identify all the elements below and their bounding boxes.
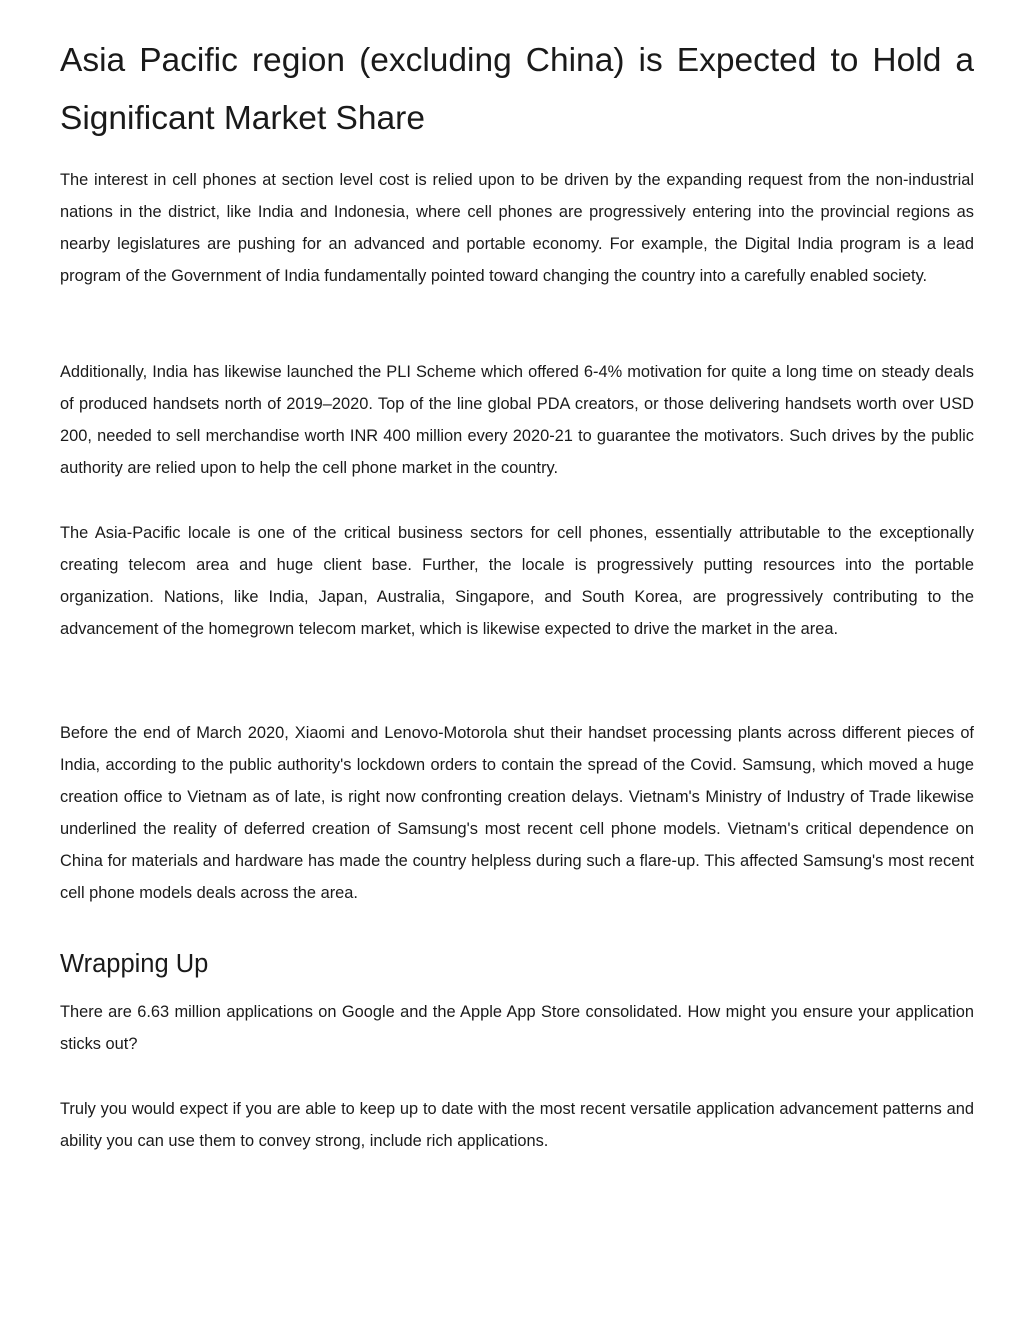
paragraph-4: Before the end of March 2020, Xiaomi and Lenovo-Motorola shut their handset processing plants across different pieces of India, according to the public authority's lockdown orders to contain the spread of the Covid. Samsung, which moved a huge creation office to Vietnam as of late, is right now confronting creation delays. Vietnam's Ministry of Industry of Trade likewise underlined the reality of deferred creation of Samsung's most recent cell phone models. Vietnam's critical dependence on China for materials and hardware has made the country helpless during such a flare-up. This affected Samsung's most recent cell phone models deals across the area. bbox=[60, 724, 974, 902]
section-paragraph-1: There are 6.63 million applications on Google and the Apple App Store consolidated. How might you ensure your application sticks out? bbox=[60, 1003, 974, 1053]
page-title-line-2: Significant Market Share bbox=[60, 100, 425, 137]
paragraph-3: The Asia-Pacific locale is one of the critical business sectors for cell phones, essentially attributable to the exceptionally creating telecom area and huge client base. Further, the locale is progressively putting resources into the portable organization. Nations, like India, Japan, Australia, Singapore, and South Korea, are progressively contributing to the advancement of the homegrown telecom market, which is likewise expected to drive the market in the area. bbox=[60, 524, 974, 638]
paragraph-2: Additionally, India has likewise launched the PLI Scheme which offered 6-4% motivation for quite a long time on steady deals of produced handsets north of 2019–2020. Top of the line global PDA creators, or those delivering handsets worth over USD 200, needed to sell merchandise worth INR 400 million every 2020-21 to guarantee the motivators. Such drives by the public authority are relied upon to help the cell phone market in the country. bbox=[60, 363, 974, 477]
page-title bbox=[60, 0, 974, 148]
section-heading: Wrapping Up bbox=[60, 950, 209, 978]
document-page bbox=[60, 0, 974, 1150]
page-title-line-1: Asia Pacific region (excluding China) is Expected to Hold a bbox=[60, 42, 974, 79]
section-paragraph-2: Truly you would expect if you are able to keep up to date with the most recent versatile application advancement patterns and ability you can use them to convey strong, include rich applications. bbox=[60, 1100, 974, 1150]
paragraph-1: The interest in cell phones at section level cost is relied upon to be driven by the expanding request from the non-industrial nations in the district, like India and Indonesia, where cell phones are progressively entering into the provincial regions as nearby legislatures are pushing for an advanced and portable economy. For example, the Digital India program is a lead program of the Government of India fundamentally pointed toward changing the country into a carefully enabled society. bbox=[60, 171, 974, 285]
